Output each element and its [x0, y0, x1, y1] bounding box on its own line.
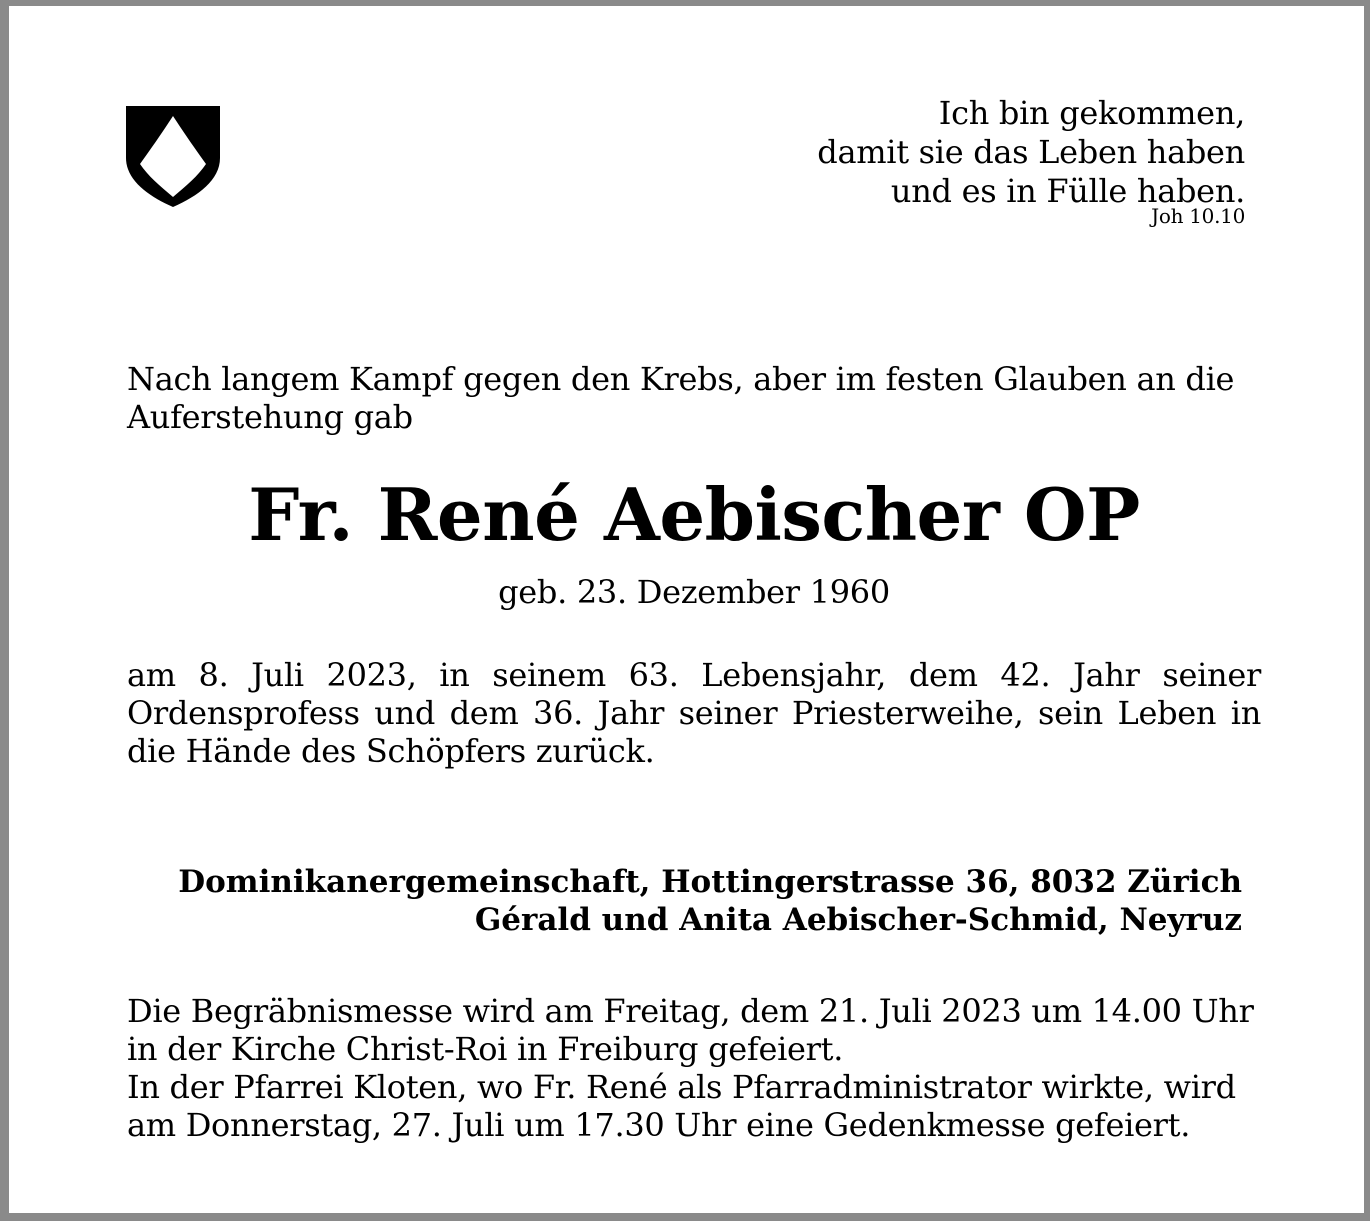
- intro-line: Nach langem Kampf gegen den Krebs, aber im festen Glauben an die: [127, 360, 1235, 398]
- bible-quote-line: Ich bin gekommen,: [938, 94, 1245, 132]
- mourners-list: [178, 863, 1242, 939]
- bible-quote-line: damit sie das Leben haben: [817, 133, 1245, 171]
- funeral-line: am Donnerstag, 27. Juli um 17.30 Uhr eine Gedenkmesse gefeiert.: [127, 1106, 1191, 1144]
- intro-text: [127, 360, 1261, 436]
- birth-date: geb. 23. Dezember 1960: [498, 573, 890, 611]
- deceased-name: Fr. René Aebischer OP: [248, 472, 1140, 557]
- passing-text: am 8. Juli 2023, in seinem 63. Lebensjahr, dem 42. Jahr seiner Ordensprofess und dem 36. Jahr seiner Priesterweihe, sein Leben in die Hände des Schöpfers zurück.: [127, 656, 1261, 770]
- funeral-line: In der Pfarrei Kloten, wo Fr. René als Pfarradministrator wirkte, wird: [127, 1068, 1236, 1106]
- dominican-shield-icon: [126, 106, 220, 207]
- mourner-line: Gérald und Anita Aebischer-Schmid, Neyruz: [474, 902, 1242, 938]
- funeral-line: Die Begräbnismesse wird am Freitag, dem 21. Juli 2023 um 14.00 Uhr: [127, 992, 1254, 1030]
- bible-reference: Joh 10.10: [1151, 204, 1245, 228]
- funeral-info: [127, 992, 1267, 1144]
- bible-quote-line: und es in Fülle haben.: [890, 172, 1245, 210]
- funeral-line: in der Kirche Christ-Roi in Freiburg gefeiert.: [127, 1030, 844, 1068]
- mourner-line: Dominikanergemeinschaft, Hottingerstrasse 36, 8032 Zürich: [178, 864, 1242, 900]
- intro-line: Auferstehung gab: [127, 398, 413, 436]
- bible-quote: [817, 94, 1245, 227]
